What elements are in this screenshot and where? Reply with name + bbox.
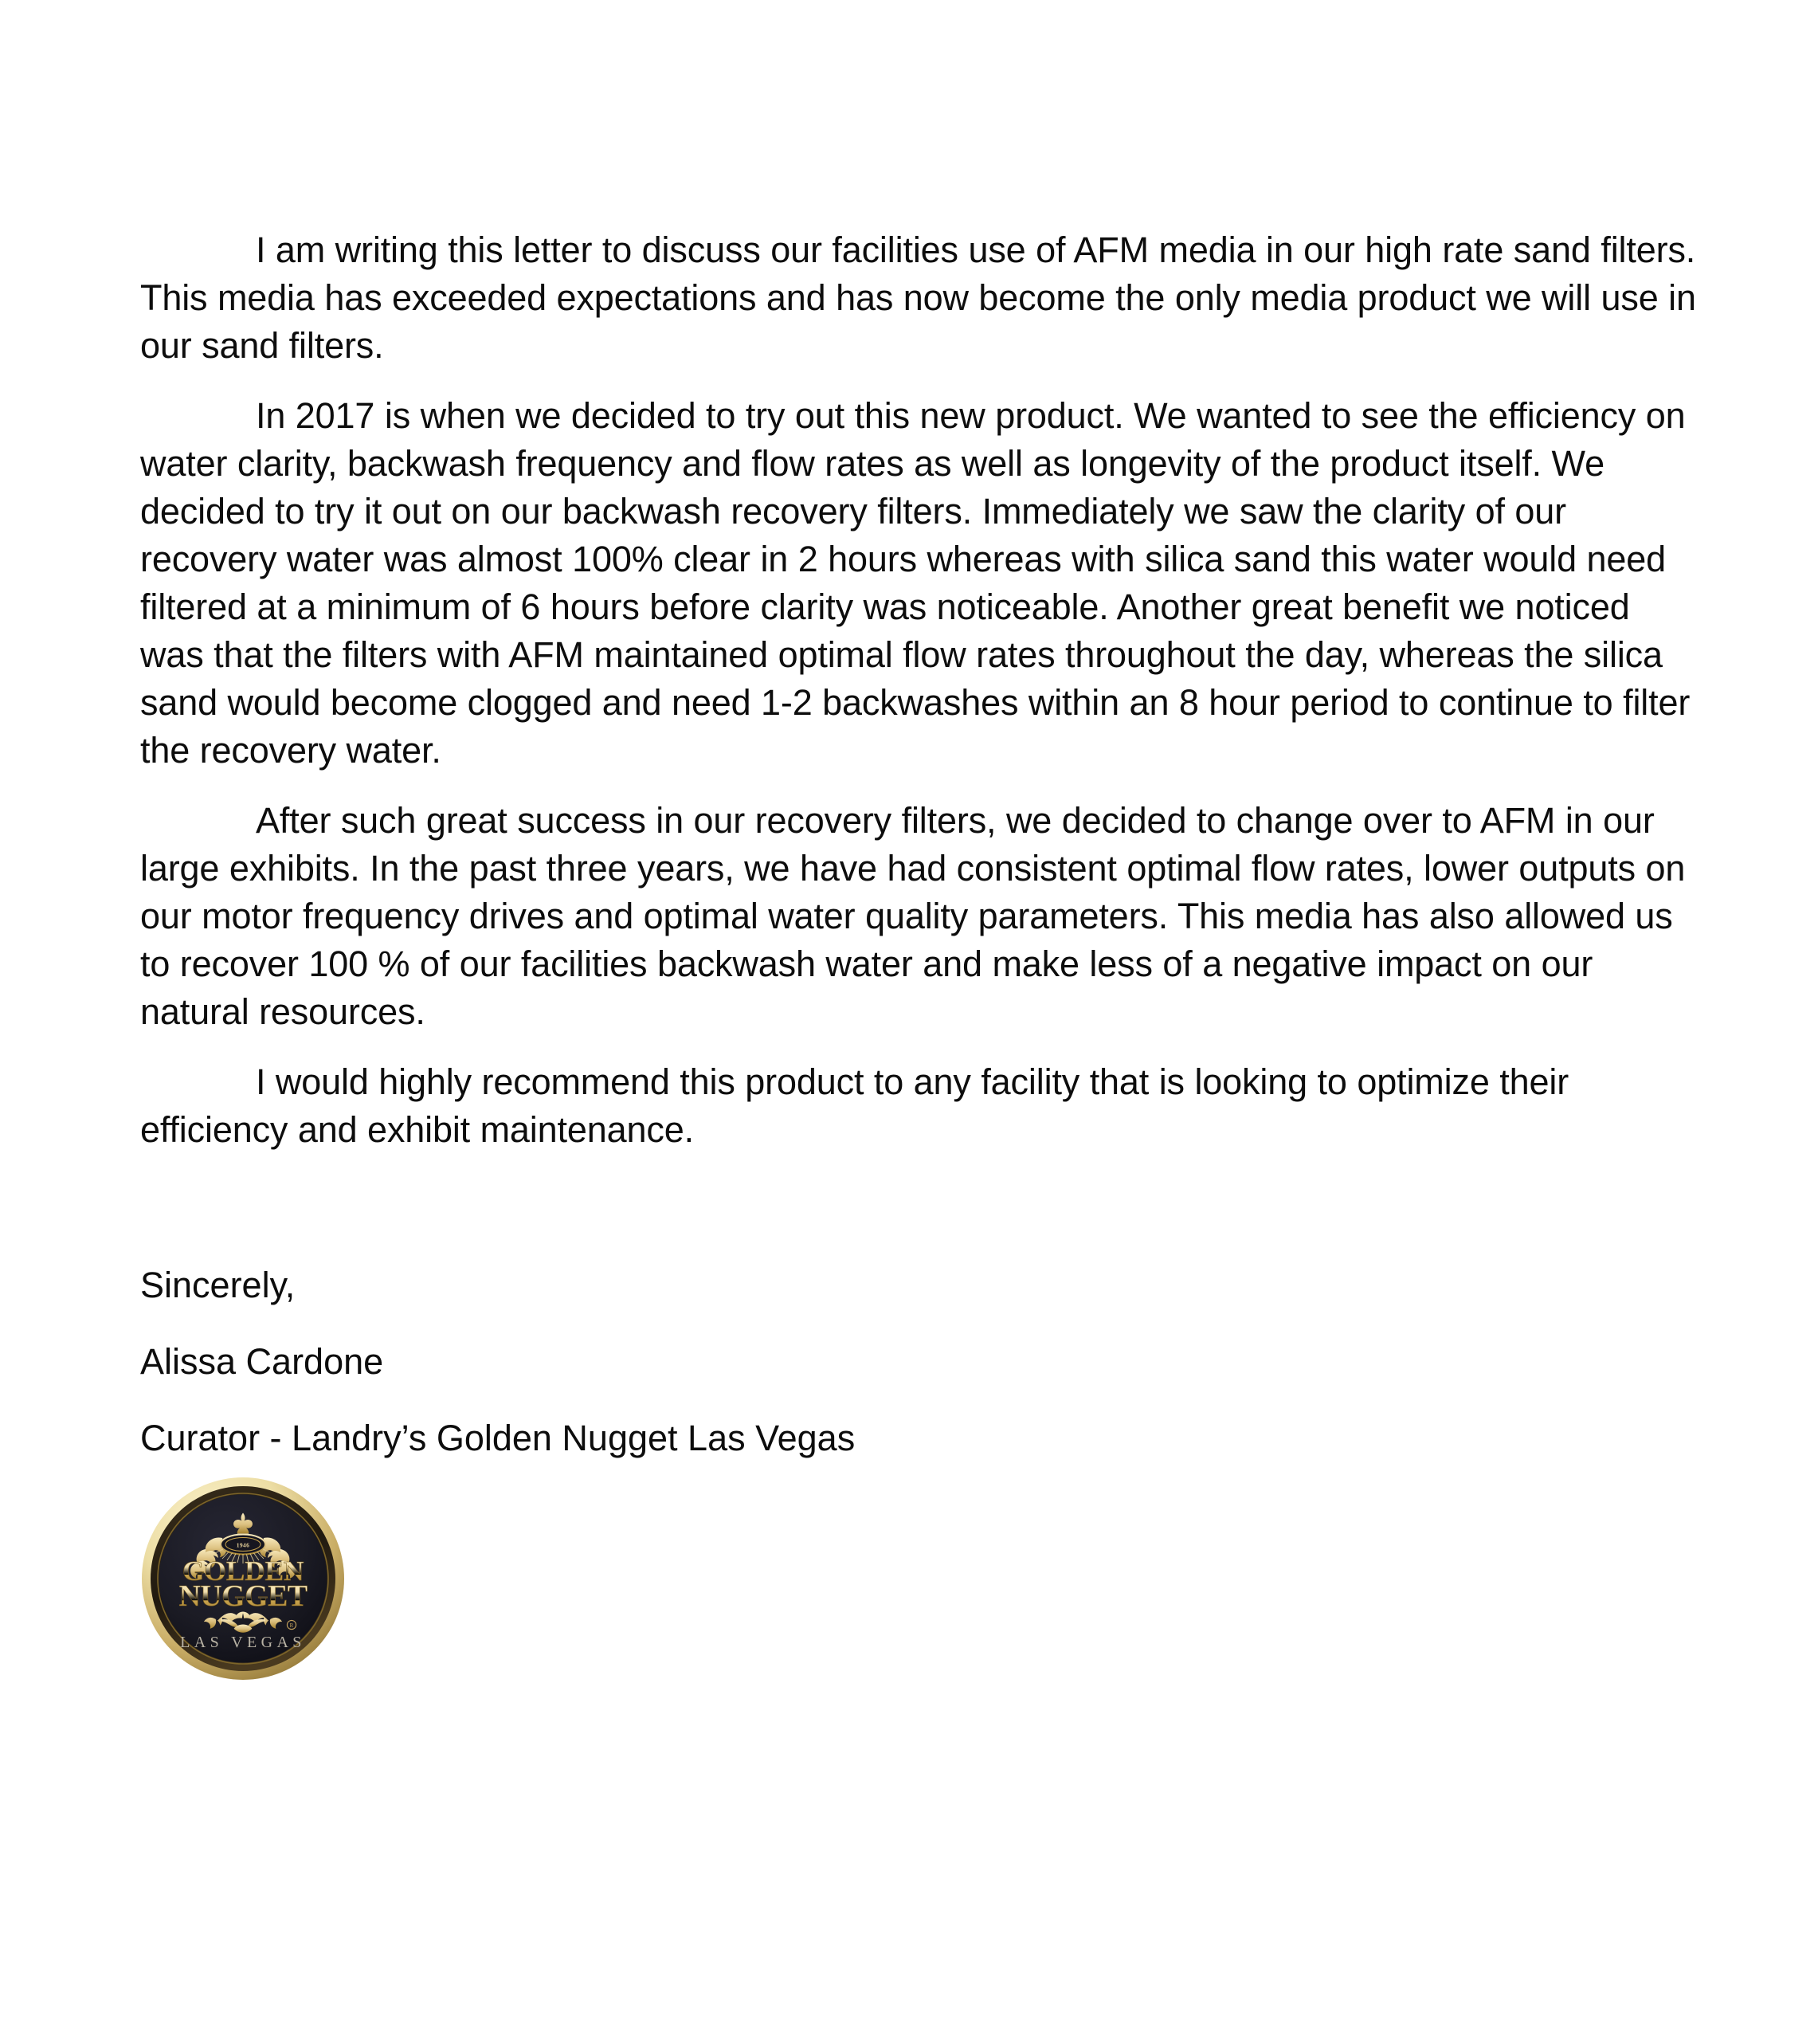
golden-nugget-logo (140, 1476, 346, 1693)
svg-text:LAS VEGAS: LAS VEGAS (180, 1634, 306, 1651)
signature-block (140, 1261, 1415, 1462)
paragraph-2: In 2017 is when we decided to try out this new product. We wanted to see the efficiency on water clarity, backwash frequency and flow rates as well as longevity of the product itself. We decided to try it out on our backwash recovery filters. Immediately we saw the clarity of our recovery water was almost 100% clear in 2 hours whereas with silica sand this water would need filtered at a minimum of 6 hours before clarity was noticeable. Another great benefit we noticed was that the filters with AFM maintained optimal flow rates throughout the day, whereas the silica sand would become clogged and need 1-2 backwashes within an 8 hour period to continue to filter the recovery water. (140, 395, 1691, 771)
svg-text:R: R (289, 1622, 294, 1629)
golden-nugget-badge-icon (140, 1476, 346, 1681)
signature-name: Alissa Cardone (140, 1341, 384, 1382)
signature-closing: Sincerely, (140, 1265, 296, 1305)
paragraph-3: After such great success in our recovery filters, we decided to change over to AFM in our large exhibits. In the past three years, we have had consistent optimal flow rates, lower outputs on our motor frequency drives and optimal water quality parameters. This media has also allowed us to recover 100 % of our facilities backwash water and make less of a negative impact on our natural resources. (140, 800, 1686, 1032)
paragraph-4: I would highly recommend this product to any facility that is looking to optimize their efficiency and exhibit maintenance. (140, 1061, 1569, 1150)
svg-text:1946: 1946 (236, 1541, 250, 1549)
svg-text:GOLDEN: GOLDEN (182, 1555, 304, 1587)
paragraph-1: I am writing this letter to discuss our facilities use of AFM media in our high rate sand filters. This media has exceeded expectations and has now become the only media product we will use in our sand filters. (140, 230, 1696, 366)
signature-title: Curator - Landry’s Golden Nugget Las Vegas (140, 1418, 856, 1458)
svg-text:NUGGET: NUGGET (178, 1579, 308, 1613)
letter-body (140, 226, 1700, 1176)
